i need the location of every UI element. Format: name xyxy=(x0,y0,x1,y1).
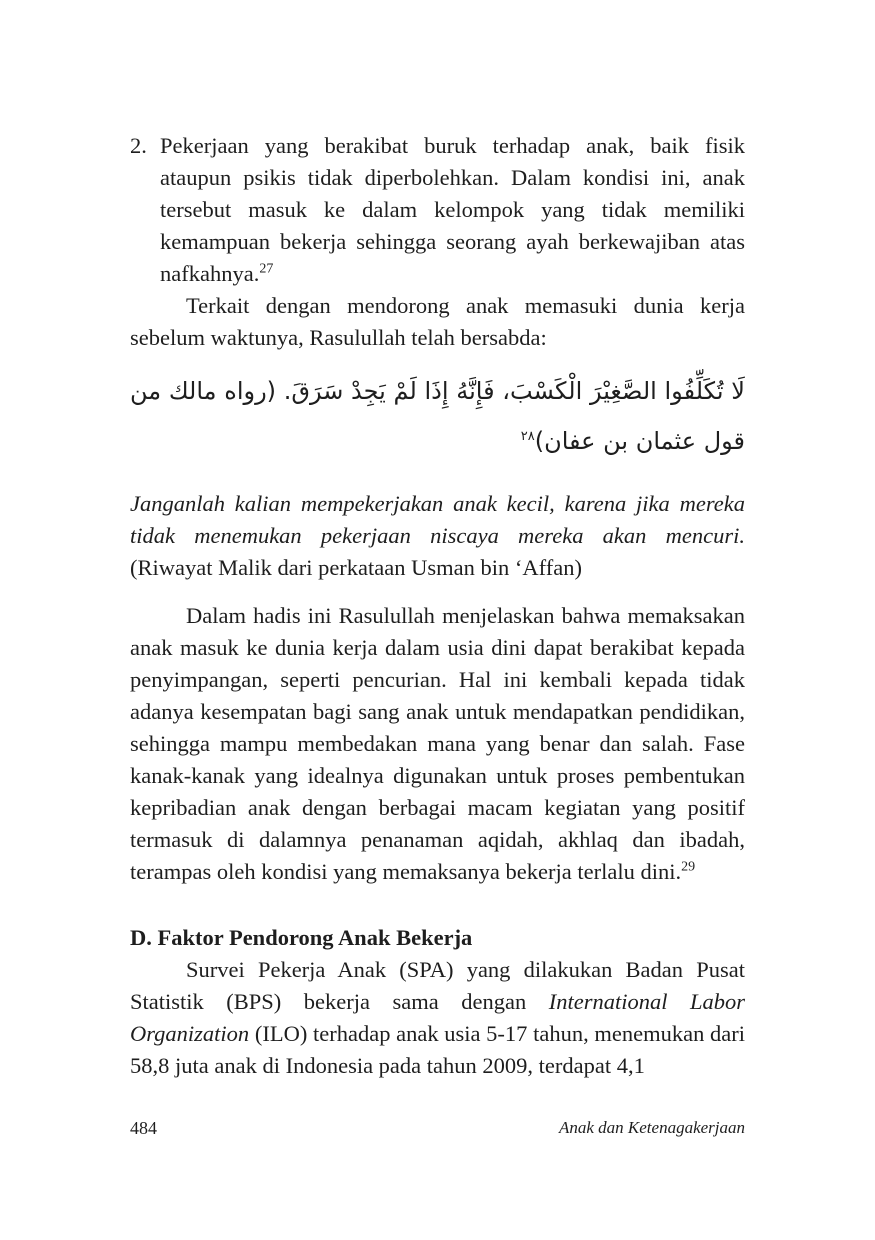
page-number: 484 xyxy=(130,1118,157,1138)
hadith-arabic xyxy=(130,366,745,466)
section-heading: D. Faktor Pendorong Anak Bekerja xyxy=(130,925,473,950)
footnote-ref-27[interactable]: 27 xyxy=(259,261,274,277)
explanation-paragraph xyxy=(130,600,745,888)
list-item-2 xyxy=(130,130,745,290)
page-footer xyxy=(130,1118,745,1139)
section-text-part2: (ILO) terhadap anak usia 5-17 tahun, menemukan dari 58,8 juta anak di Indonesia pada tahun 2009, terdapat 4,1 xyxy=(130,1021,745,1078)
footnote-ref-29[interactable]: 29 xyxy=(681,859,696,875)
intro-paragraph: Terkait dengan mendorong anak memasuki dunia kerja sebelum waktunya, Rasulullah telah bersabda: xyxy=(130,293,745,350)
hadith-arabic-text: لَا تُكَلِّفُوا الصَّغِيْرَ الْكَسْبَ، فَإِنَّهُ إِذَا لَمْ يَجِدْ سَرَقَ. (رواه مالك من قول عثمان بن عفان) xyxy=(130,377,745,455)
book-title: Anak dan Ketenagakerjaan xyxy=(558,1118,745,1137)
footnote-ref-28[interactable]: ٢٨ xyxy=(520,429,535,444)
translation-text: Janganlah kalian mempekerjakan anak kecil, karena jika mereka tidak menemukan pekerjaan niscaya mereka akan mencuri. xyxy=(130,491,745,548)
section-text-italic: International Labor Organization xyxy=(130,989,745,1046)
translation-source: (Riwayat Malik dari perkataan Usman bin ‘Affan) xyxy=(130,555,582,580)
list-number: 2. xyxy=(130,133,147,158)
section-text-part1: Survei Pekerja Anak (SPA) yang dilakukan Badan Pusat Statistik (BPS) bekerja sama dengan xyxy=(130,957,745,1014)
page-content xyxy=(130,130,745,1082)
list-text-body: Pekerjaan yang berakibat buruk terhadap anak, baik fisik ataupun psikis tidak diperbolehkan. Dalam kondisi ini, anak tersebut masuk ke dalam kelompok yang tidak memiliki kemampuan bekerja sehingga seorang ayah berkewajiban atas nafkahnya. xyxy=(160,133,745,286)
explanation-text: Dalam hadis ini Rasulullah menjelaskan bahwa memaksakan anak masuk ke dunia kerja dalam usia dini dapat berakibat kepada penyimpangan, seperti pencurian. Hal ini kembali kepada tidak adanya kesempatan bagi sang anak untuk mendapatkan pendidikan, sehingga mampu membedakan mana yang benar dan salah. Fase kanak-kanak yang idealnya digunakan untuk proses pembentukan kepribadian anak dengan berbagai macam kegiatan yang positif termasuk di dalamnya penanaman aqidah, akhlaq dan ibadah, terampas oleh kondisi yang memaksanya bekerja terlalu dini. xyxy=(130,603,745,884)
section-paragraph xyxy=(130,954,745,1082)
list-text xyxy=(160,130,745,290)
hadith-translation xyxy=(130,488,745,584)
